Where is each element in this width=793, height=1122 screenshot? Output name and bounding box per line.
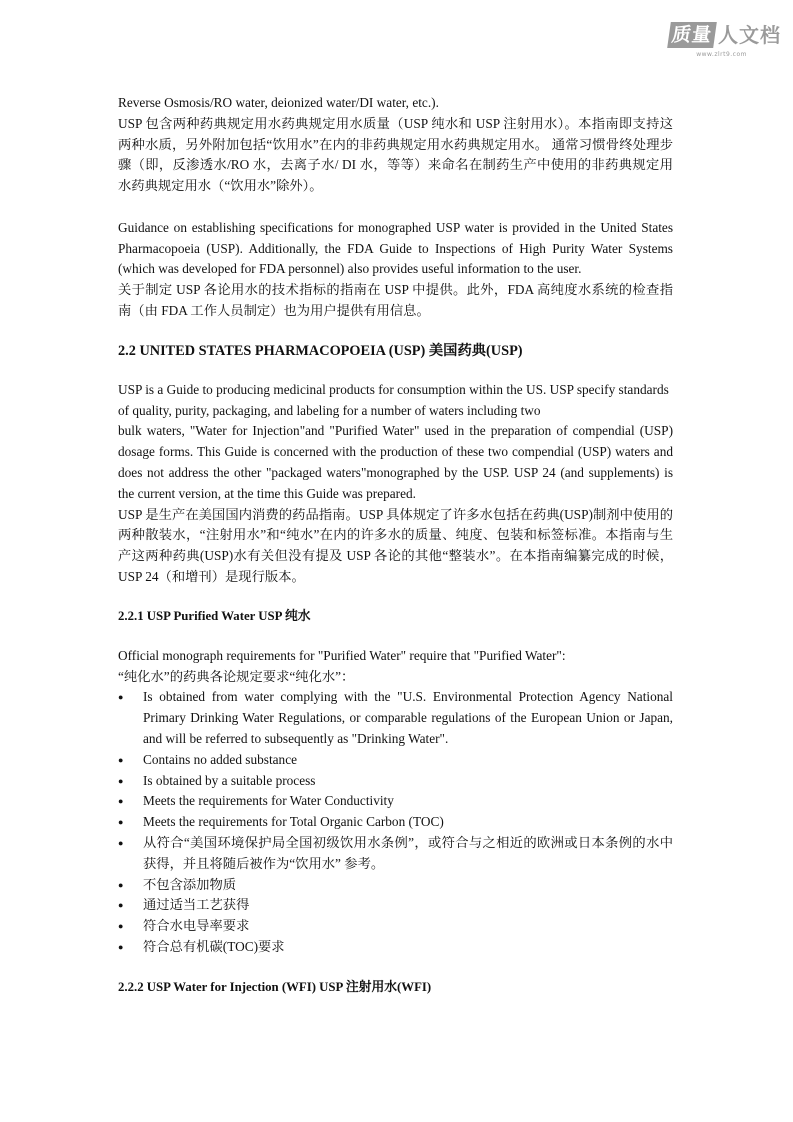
requirements-list [118, 687, 673, 957]
list-item: ● 符合总有机碳(TOC)要求 [118, 937, 673, 958]
list-item: ● 符合水电导率要求 [118, 916, 673, 937]
paragraph-en: bulk waters, "Water for Injection"and "Purified Water" used in the preparation of compendial (USP) dosage forms. This Guide is concerned with the production of these two compendial (USP) waters and does not address the other "packaged waters"monographed by the USP. USP 24 (and supplements) is the current version, at the time this Guide was prepared. [118, 423, 673, 501]
list-item: ● Is obtained by a suitable process [118, 771, 673, 792]
section-heading-2-2-1: 2.2.1 USP Purified Water USP 纯水 [118, 608, 311, 623]
list-item: ● Meets the requirements for Total Organic Carbon (TOC) [118, 812, 673, 833]
section-heading-2-2: 2.2 UNITED STATES PHARMACOPOEIA (USP) 美国药典(USP) [118, 342, 523, 359]
paragraph-zh: “纯化水”的药典各论规定要求“纯化水”： [118, 668, 355, 684]
list-item: ● Is obtained from water complying with the "U.S. Environmental Protection Agency National Primary Drinking Water Regulations, or comparable regulations of the European Union or Japan, and will be referred to subsequently as "Drinking Water". [118, 687, 673, 749]
paragraph-en: Guidance on establishing specifications for monographed USP water is provided in the United States Pharmacopoeia (USP). Additionally, the FDA Guide to Inspections of High Purity Water Systems (which was developed for FDA personnel) also provides useful information to the user. [118, 219, 673, 277]
paragraph-zh: USP 包含两种药典规定用水药典规定用水质量（USP 纯水和 USP 注射用水）。本指南即支持这两种水质，另外附加包括“饮用水”在内的非药典规定用水药典规定用水。 通常习惯骨终处理步骤（即，反渗透水/RO 水，去离子水/ DI 水，等等）来命名在制药生产中使用的非药典规定用水药典规定用水（“饮用水”除外）。 [118, 115, 673, 194]
paragraph-zh: 关于制定 USP 各论用水的技术指标的指南在 USP 中提供。此外，FDA 高纯度水系统的检查指南（由 FDA 工作人员制定）也为用户提供有用信息。 [118, 282, 673, 318]
section-heading-2-2-2: 2.2.2 USP Water for Injection (WFI) USP 注射用水(WFI) [118, 979, 432, 994]
paragraph-en: Official monograph requirements for "Purified Water" require that "Purified Water": [118, 647, 566, 663]
watermark-url: www.zlrt9.com [696, 51, 747, 58]
list-item: ● 不包含添加物质 [118, 875, 673, 896]
paragraph-zh: USP 是生产在美国国内消费的药品指南。USP 具体规定了许多水包括在药典(USP)制剂中使用的两种散装水，“注射用水”和“纯水”在内的许多水的质量、纯度、包装和标签标准。本指南与生产这两种药典(USP)水有关但没有提及 USP 各论的其他“整装水”。在本指南编纂完成的时候，USP 24（和增刊）是现行版本。 [118, 506, 673, 584]
watermark-box: 质量 [667, 22, 717, 48]
document-body [118, 93, 673, 998]
list-item: ● Contains no added substance [118, 750, 673, 771]
watermark-text: 人文档 [718, 23, 781, 47]
paragraph-en: Reverse Osmosis/RO water, deionized water/DI water, etc.). [118, 95, 439, 110]
list-item: ● 通过适当工艺获得 [118, 895, 673, 916]
list-item: ● Meets the requirements for Water Conductivity [118, 791, 673, 812]
watermark-logo [641, 22, 781, 64]
list-item: ● 从符合“美国环境保护局全国初级饮用水条例”，或符合与之相近的欧洲或日本条例的水中获得，并且将随后被作为“饮用水” 参考。 [118, 833, 673, 875]
paragraph-en: USP is a Guide to producing medicinal products for consumption within the US. USP specify standards of quality, purity, packaging, and labeling for a number of waters including two [118, 381, 669, 418]
